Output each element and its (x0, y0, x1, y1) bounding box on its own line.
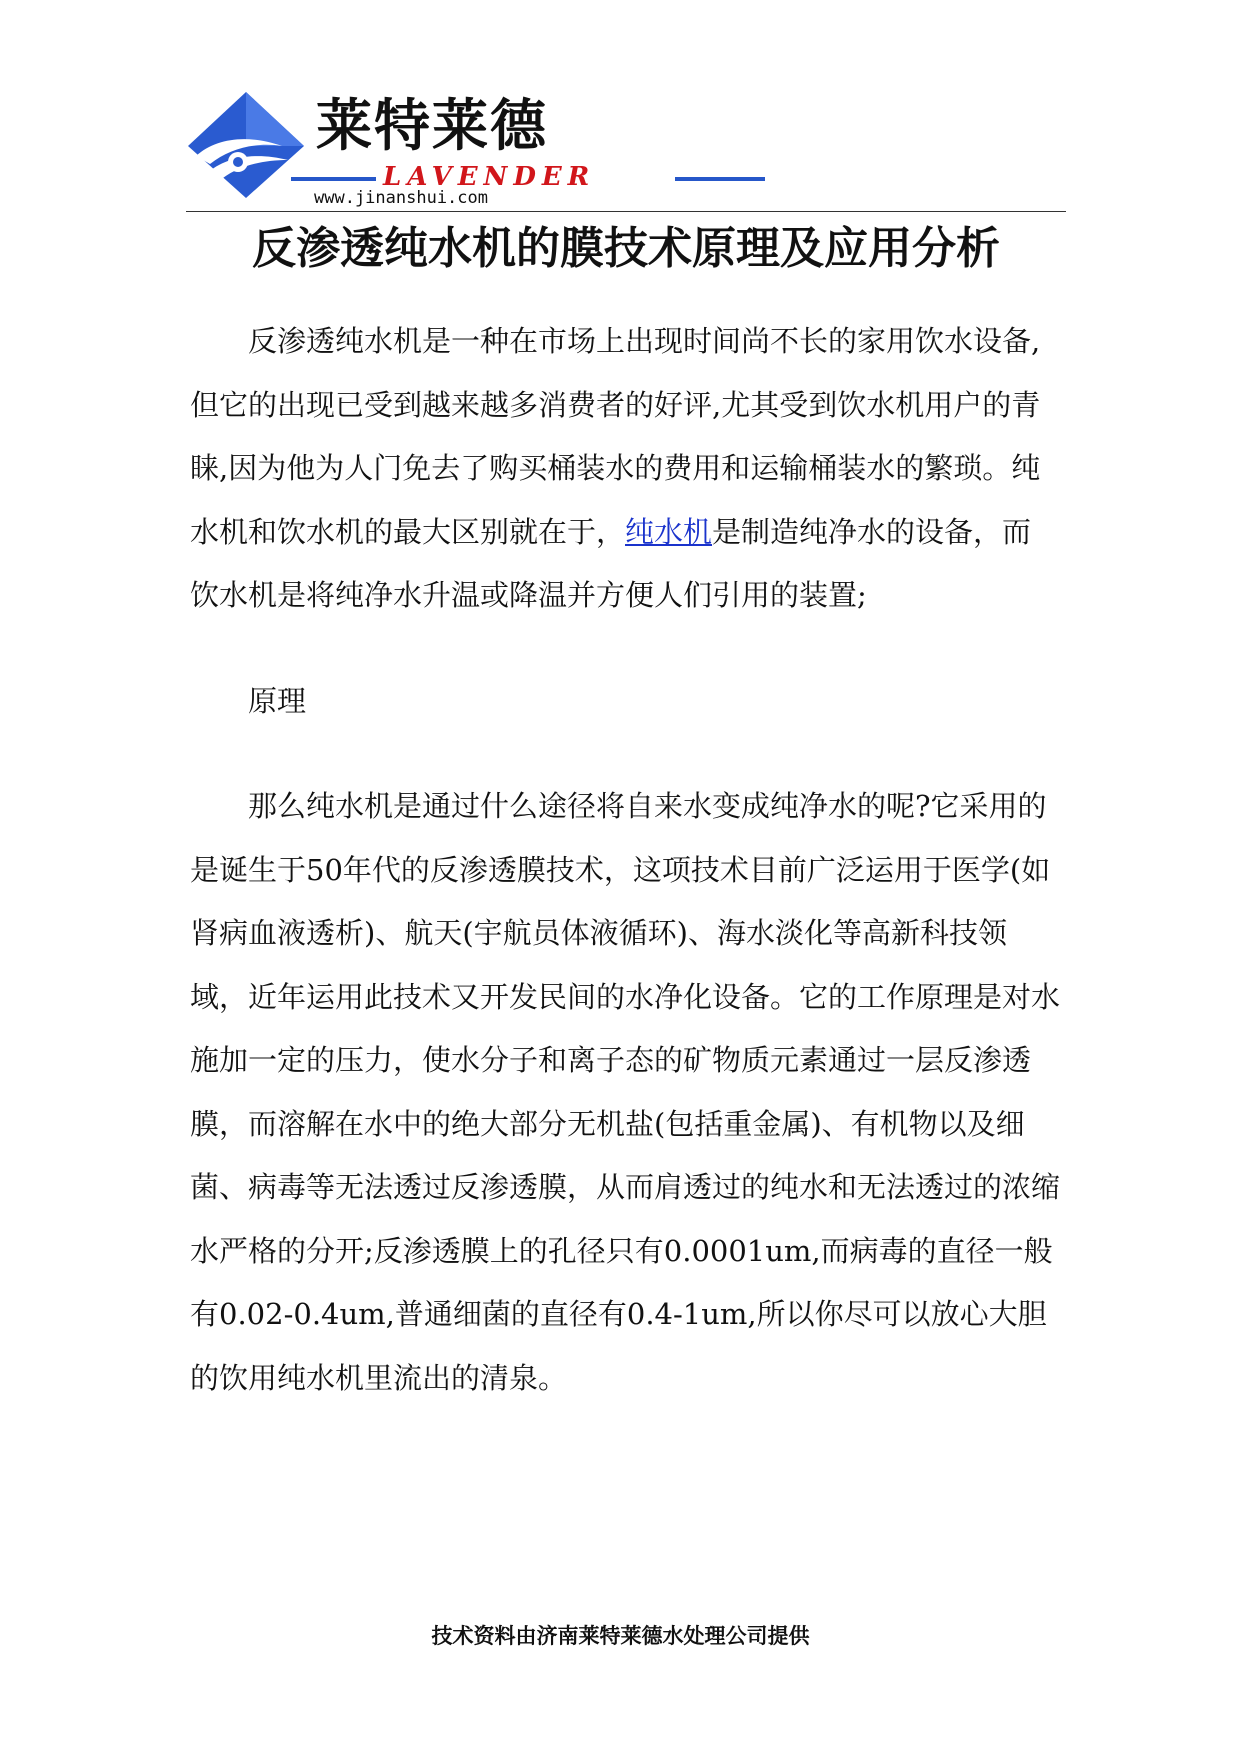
document-title: 反渗透纯水机的膜技术原理及应用分析 (252, 223, 1000, 274)
brand-line-left (291, 177, 376, 181)
brand-name-en: LAVENDER (383, 162, 596, 192)
paragraph-intro-text-end: 是制造纯净水的设备，而饮水机是将纯净水升温或降温并方便人们引用的装置; (190, 514, 1032, 612)
paragraph-intro-text: 反渗透纯水机是一种在市场上出现时间尚不长的家用饮水设备,但它的出现已受到越来越多消费者的好评,尤其受到饮水机用户的青睐,因为他为人门免去了购买桶装水的费用和运输桶装水的繁琐。纯水机和饮水机的最大区别就在于， (190, 324, 1041, 549)
pure-water-machine-link[interactable]: 纯水机 (625, 514, 713, 549)
document-header (186, 90, 1066, 214)
diamond-wave-logo-icon (186, 90, 306, 200)
document-body (190, 310, 1060, 1410)
paragraph-intro (190, 310, 1060, 628)
paragraph-principle: 那么纯水机是通过什么途径将自来水变成纯净水的呢?它采用的是诞生于50年代的反渗透膜技术，这项技术目前广泛运用于医学(如肾病血液透析)、航天(宇航员体液循环)、海水淡化等高新科技领域，近年运用此技术又开发民间的水净化设备。它的工作原理是对水施加一定的压力，使水分子和离子态的矿物质元素通过一层反渗透膜，而溶解在水中的绝大部分无机盐(包括重金属)、有机物以及细菌、病毒等无法透过反渗透膜，从而肩透过的纯水和无法透过的浓缩水严格的分开;反渗透膜上的孔径只有0.0001um,而病毒的直径一般有0.02-0.4um,普通细菌的直径有0.4-1um,所以你尽可以放心大胆的饮用纯水机里流出的清泉。 (190, 789, 1061, 1395)
brand-line-right (675, 177, 765, 181)
page-footer: 技术资料由济南莱特莱德水处理公司提供 (431, 1624, 810, 1648)
header-divider (186, 211, 1066, 212)
brand-url: www.jinanshui.com (314, 188, 488, 208)
brand-name-cn: 莱特莱德 (316, 94, 548, 159)
section-heading: 原理 (248, 683, 307, 718)
